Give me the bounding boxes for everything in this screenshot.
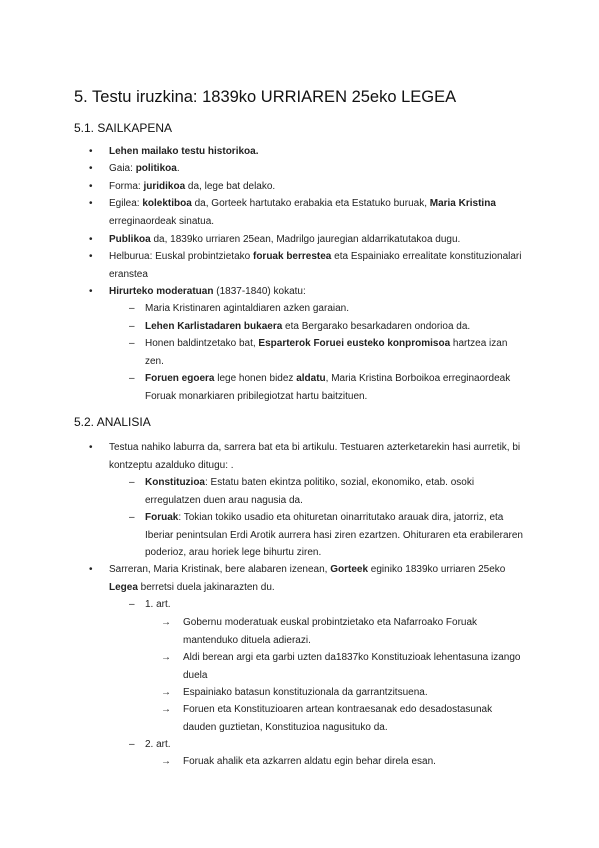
dash-icon: –: [129, 338, 135, 349]
dash-icon: –: [129, 739, 135, 750]
bullet-icon: •: [89, 163, 93, 174]
bullet-icon: •: [89, 251, 93, 262]
page-title: 5. Testu iruzkina: 1839ko URRIAREN 25eko LEGEA: [74, 88, 457, 106]
bullet-icon: •: [89, 286, 93, 297]
bullet-icon: •: [89, 234, 93, 245]
bullet-icon: •: [89, 198, 93, 209]
bullet-icon: •: [89, 146, 93, 157]
dash-icon: –: [129, 599, 135, 610]
dash-icon: –: [129, 512, 135, 523]
document-page: 5. Testu iruzkina: 1839ko URRIAREN 25eko LEGEA 5.1. SAILKAPENA • Lehen mailako testu historikoa. • Gaia: politikoa. • Forma: juridikoa da, lege bat delako. • Egilea: kolektiboa da, Gorteek hartutako erabakia eta Estatuko buruak, Maria Kristina erreginaordeak sinatua. • Publikoa da, 1839ko urriaren 25ean, Madrilgo jauregian aldarrikatutakoa dugu. • Helburua: Euskal probintzietako foruak berrestea eta Espainiako errealitate konstituzionalari eranstea • Hirurteko moderatuan (1837-1840) kokatu: – Maria Kristinaren agintaldiaren azken garaian. – Lehen Karlistadaren bukaera eta Bergarako besarkadaren ondorioa da. – Honen baldintzetako bat, Esparterok Foruei eusteko konpromisoa hartzea izan zen. – Foruen egoera lege honen bidez aldatu, Maria Kristina Borboikoa erreginaordeak Foruak monarkiaren pribilegiotzat hartu baitzituen. 5.2. ANALISIA • Testua nahiko laburra da, sarrera bat eta bi artikulu. Testuaren azterketarekin hasi aurretik, bi kontzeptu azalduko ditugu: . – Konstituzioa: Estatu baten ekintza politiko, sozial, ekonomiko, etab. osoki erregulatzen duen arau nagusia da. – Foruak: Tokian tokiko usadio eta ohituretan oinarritutako arauak dira, jatorriz, eta Iberiar penintsulan Erdi Arotik aurrera hasi ziren ezartzen. Ohituraren eta erabileraren poderioz, arau horiek lege bihurtu ziren. • Sarreran, Maria Kristinak, bere alabaren izenean, Gorteek eginiko 1839ko urriaren 25eko Legea berretsi duela jakinarazten du. – 1. art. → Gobernu moderatuak euskal probintzietako eta Nafarroako Foruak mantenduko dituela adierazi. → Aldi berean argi eta garbi uzten da1837ko Konstituzioak lehentasuna izango duela → Espainiako batasun konstituzionala da garrantzitsuena. → Foruen eta Konstituzioaren artean kontraesanak edo desadostasunak dauden guztietan, Konstituzioa nagusituko da. – 2. art. → Foruak ahalik eta azkarren aldatu egin behar direla esan.: [0, 0, 599, 848]
arrow-right-icon: →: [161, 617, 171, 628]
bullet-icon: •: [89, 442, 93, 453]
dash-icon: –: [129, 477, 135, 488]
bullet-icon: •: [89, 181, 93, 192]
dash-icon: –: [129, 321, 135, 332]
section-heading-sailkapena: 5.1. SAILKAPENA: [74, 121, 173, 135]
arrow-right-icon: →: [161, 704, 171, 715]
arrow-right-icon: →: [161, 756, 171, 767]
arrow-right-icon: →: [161, 687, 171, 698]
dash-icon: –: [129, 373, 135, 384]
bullet-icon: •: [89, 564, 93, 575]
arrow-right-icon: →: [161, 652, 171, 663]
dash-icon: –: [129, 303, 135, 314]
section-heading-analisia: 5.2. ANALISIA: [74, 415, 151, 429]
